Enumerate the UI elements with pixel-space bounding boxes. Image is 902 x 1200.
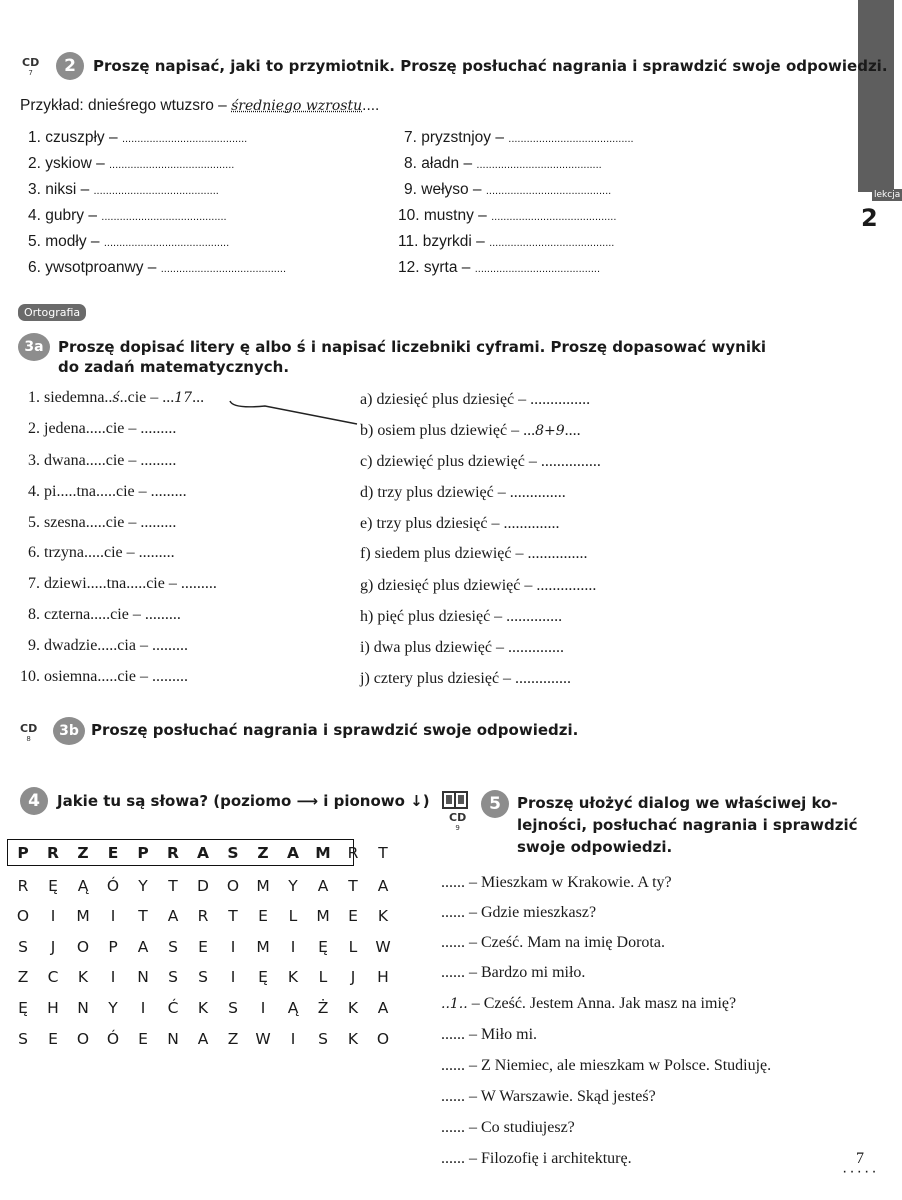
list-item: 8. aładn – ......................................... (404, 155, 602, 172)
exercise-number-badge: 5 (481, 790, 509, 818)
list-item: 3. niksi – ......................................... (28, 181, 219, 198)
grid-row: R Ę Ą Ó Y T D O M Y A T A (17, 877, 389, 895)
list-item: 10. mustny – ......................................... (398, 207, 617, 224)
list-item: 4. pi.....tna.....cie – ......... (28, 483, 187, 500)
list-item: 4. gubry – ......................................... (28, 207, 227, 224)
list-item: 7. pryzstnjoy – ......................................... (404, 129, 634, 146)
page-number: 7 (856, 1150, 864, 1167)
list-item: 8. czterna.....cie – ......... (28, 606, 181, 623)
example-answer: średniego wzrostu (231, 98, 363, 114)
list-item: 3. dwana.....cie – ......... (28, 452, 177, 469)
exercise-number-badge: 4 (20, 787, 48, 815)
dialog-line: ...... – Cześć. Mam na imię Dorota. (441, 934, 665, 951)
exercise-3b-instruction: Proszę posłuchać nagrania i sprawdzić swoje odpowiedzi. (91, 721, 579, 739)
exercise-3a-instruction: Proszę dopisać litery ę albo ś i napisać liczebniki cyframi. Proszę dopasować wyniki (58, 338, 767, 356)
lesson-number: 2 (861, 204, 878, 232)
list-item: i) dwa plus dziewięć – .............. (360, 639, 564, 656)
dialog-line: ...... – W Warszawie. Skąd jesteś? (441, 1088, 656, 1105)
list-item: e) trzy plus dziesięć – .............. (360, 515, 560, 532)
list-item: b) osiem plus dziewięć – ...8+9.... (360, 422, 581, 439)
exercise-5-instruction: swoje odpowiedzi. (517, 838, 673, 856)
list-item: d) trzy plus dziewięć – .............. (360, 484, 566, 501)
list-item: f) siedem plus dziewięć – ............... (360, 545, 588, 562)
dialog-line: ...... – Filozofię i architekturę. (441, 1150, 632, 1167)
grid-row: Ę H N Y I Ć K S I Ą Ż K A (18, 999, 389, 1017)
book-icon (442, 790, 468, 810)
cd-icon: CD 8 (20, 722, 38, 743)
dialog-line: ...... – Bardzo mi miło. (441, 964, 586, 981)
exercise-3a-instruction: do zadań matematycznych. (58, 358, 290, 376)
list-item: 1. siedemna..ś..cie – ...17... (28, 389, 205, 406)
list-item: 2. yskiow – ......................................... (28, 155, 235, 172)
exercise-5-instruction: lejności, posłuchać nagrania i sprawdzić (517, 816, 858, 834)
grid-row: P R Z E P R A S Z A M R T (17, 844, 388, 862)
cd-icon: CD 9 (449, 811, 467, 832)
dialog-line: ...... – Miło mi. (441, 1026, 538, 1043)
lesson-label: lekcja (874, 190, 901, 200)
exercise-5-instruction: Proszę ułożyć dialog we właściwej ko- (517, 794, 838, 812)
cd-icon: CD 7 (22, 56, 40, 77)
exercise-number-badge: 3a (18, 333, 50, 361)
grid-row: S E O Ó E N A Z W I S K O (18, 1030, 390, 1048)
exercise-number-badge: 3b (53, 717, 85, 745)
list-item: 10. osiemna.....cie – ......... (20, 668, 188, 685)
exercise-number-badge: 2 (56, 52, 84, 80)
dialog-line: ...... – Gdzie mieszkasz? (441, 904, 597, 921)
list-item: 6. trzyna.....cie – ......... (28, 544, 175, 561)
list-item: 7. dziewi.....tna.....cie – ......... (28, 575, 217, 592)
list-item: 5. modły – ......................................... (28, 233, 230, 250)
list-item: j) cztery plus dziesięć – .............. (360, 670, 572, 687)
grid-row: O I M I T A R T E L M E K (16, 907, 389, 925)
grid-row: S J O P A S E I M I Ę L W (18, 938, 391, 956)
grid-row: Z C K I N S S I Ę K L J H (17, 968, 389, 986)
list-item: 9. wełyso – ......................................... (404, 181, 612, 198)
dialog-line: ...... – Mieszkam w Krakowie. A ty? (441, 874, 672, 891)
list-item: 5. szesna.....cie – ......... (28, 514, 177, 531)
exercise-2-instruction: Proszę napisać, jaki to przymiotnik. Proszę posłuchać nagrania i sprawdzić swoje odpowiedzi. (93, 57, 888, 75)
exercise-4-instruction: Jakie tu są słowa? (poziomo ⟶ i pionowo ↓) (57, 792, 430, 810)
list-item: 9. dwadzie.....cia – ......... (28, 637, 188, 654)
list-item: h) pięć plus dziesięć – .............. (360, 608, 563, 625)
ortografia-label: Ortografia (18, 304, 86, 321)
lesson-tab (858, 0, 901, 200)
list-item: c) dziewięć plus dziewięć – ............... (360, 453, 601, 470)
example-line: Przykład: dnieśrego wtuzsro – średniego wzrostu.... (20, 97, 380, 114)
page-number-dots: ····· (842, 1163, 879, 1180)
dialog-line: ...... – Co studiujesz? (441, 1119, 575, 1136)
matching-line (225, 395, 360, 430)
dialog-line: ..1.. – Cześć. Jestem Anna. Jak masz na imię? (441, 995, 737, 1012)
list-item: a) dziesięć plus dziesięć – ............... (360, 391, 591, 408)
list-item: 12. syrta – ......................................... (398, 259, 601, 276)
list-item: 2. jedena.....cie – ......... (28, 420, 177, 437)
dialog-line: ...... – Z Niemiec, ale mieszkam w Polsce. Studiuję. (441, 1057, 772, 1074)
list-item: 11. bzyrkdi – ......................................... (398, 233, 615, 250)
list-item: 1. czuszpły – ......................................... (28, 129, 248, 146)
list-item: 6. ywsotproanwy – ......................................... (28, 259, 287, 276)
list-item: g) dziesięć plus dziewięć – ............... (360, 577, 597, 594)
